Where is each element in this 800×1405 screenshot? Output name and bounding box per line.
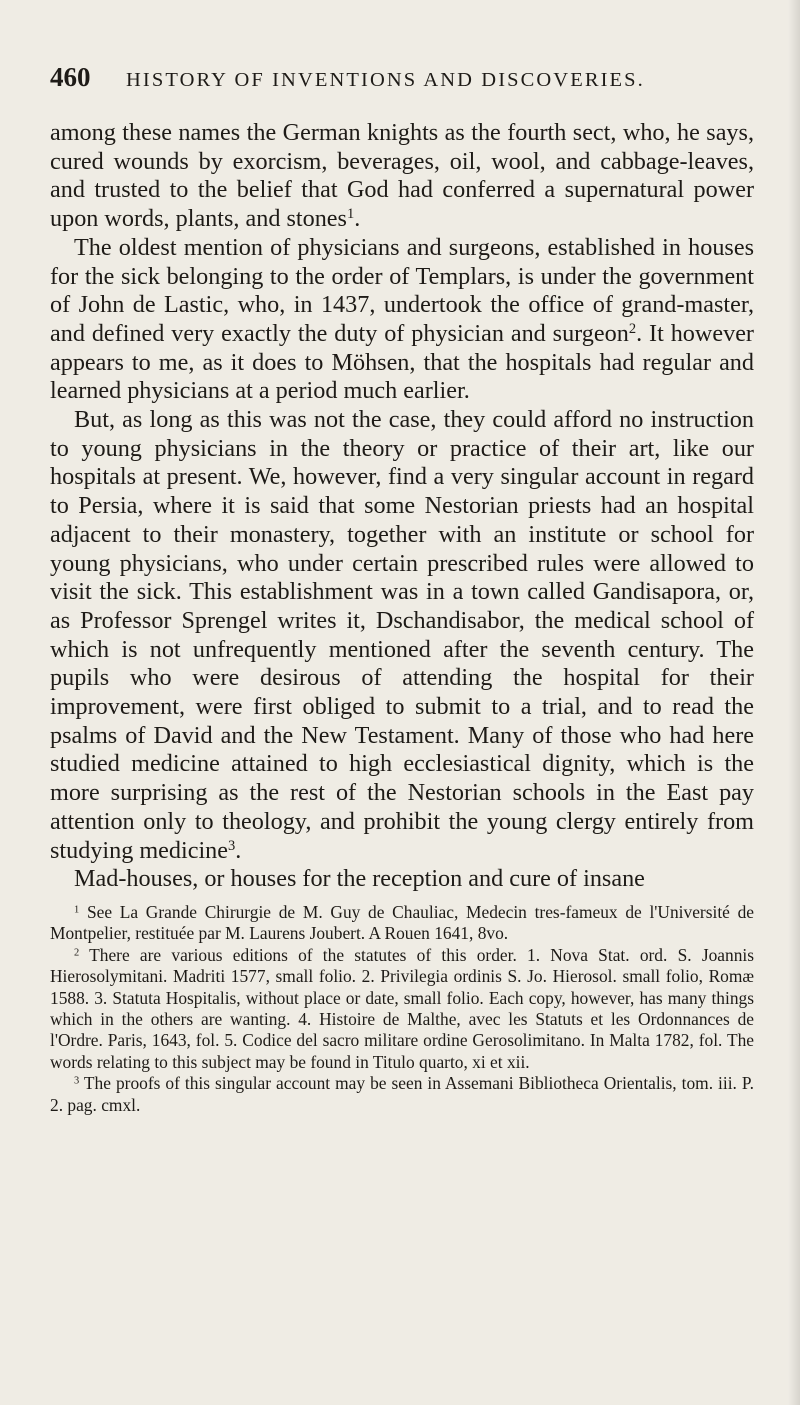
footnote-2 — [50, 945, 754, 1073]
footnote-marker-3: 3 — [74, 1075, 80, 1087]
paragraph-1-end: . — [354, 205, 361, 233]
footnote-ref-1: 1 — [346, 206, 355, 223]
footnote-marker-2: 2 — [74, 947, 80, 959]
paragraph-4 — [50, 865, 754, 894]
paragraph-3-end: . — [235, 836, 242, 864]
paragraph-3-text: But, as long as this was not the case, they could afford no instruction to young physicians in the theory or practice of their art, like our hospitals at present. We, however, find a very singular account in regard to Persia, where it is said that some Nestorian priests had an hospital adjacent to their monastery, together with an institute or school for young physicians, who under certain prescribed rules were allowed to visit the sick. This establishment was in a town called Gandisapora, or, as Professor Sprengel writes it, Dschandisabor, the medical school of which is not unfrequently mentioned after the seventh century. The pupils who were desirous of attending the hospital for their improvement, were first obliged to submit to a trial, and to read the psalms of David and the New Testament. Many of those who had here studied medicine attained to high ecclesiastical dignity, which is the more surprising as the rest of the Nestorian schools in the East pay attention only to theology, and prohibit the young clergy entirely from studying medicine — [50, 406, 754, 864]
paragraph-3 — [50, 406, 754, 865]
footnote-1-text: See La Grande Chirurgie de M. Guy de Chauliac, Medecin tres-fameux de l'Université de Montpelier, restituée par M. Laurens Joubert. A Rouen 1641, 8vo. — [50, 901, 754, 944]
body-text — [50, 119, 754, 894]
footnote-marker-1: 1 — [74, 904, 80, 916]
footnote-ref-2: 2 — [628, 320, 637, 337]
footnote-3 — [50, 1073, 754, 1116]
paragraph-1-text: among these names the German knights as the fourth sect, who, he says, cured wounds by exorcism, beverages, oil, wool, and cabbage-leaves, and trusted to the belief that God had conferred a supernatural power upon words, plants, and stones — [50, 119, 754, 233]
paragraph-2-text-b: . It however appears to me, as it does to Möhsen, that the hospitals had regular and learned physicians at a period much earlier. — [50, 319, 754, 405]
footnote-ref-3: 3 — [228, 837, 236, 854]
running-title: HISTORY OF INVENTIONS AND DISCOVERIES. — [126, 69, 645, 91]
paragraph-4-text: Mad-houses, or houses for the reception and cure of insane — [74, 865, 645, 893]
footnote-3-text: The proofs of this singular account may be seen in Assemani Bibliotheca Orientalis, tom. iii. P. 2. pag. cmxl. — [50, 1073, 754, 1115]
page-number: 460 — [50, 62, 91, 92]
page-edge-shadow — [788, 0, 800, 1405]
footnote-2-text: There are various editions of the statutes of this order. 1. Nova Stat. ord. S. Joannis Hierosolymitani. Madriti 1577, small folio. 2. Privilegia ordinis S. Jo. Hierosol. small folio, Romæ 1588. 3. Statuta Hospitalis, without place or date, small folio. Each copy, however, has many things which in the others are wanting. 4. Histoire de Malthe, avec les Statuts et les Ordonnances de l'Ordre. Paris, 1643, fol. 5. Codice del sacro militare ordine Gerosolimitano. In Malta 1782, fol. The words relating to this subject may be found in Titulo quarto, xi et xii. — [50, 944, 754, 1072]
footnote-1 — [50, 902, 754, 945]
paragraph-1 — [50, 119, 754, 234]
running-head — [50, 62, 754, 93]
paragraph-2-text-a: The oldest mention of physicians and surgeons, established in houses for the sick belonging to the order of Templars, is under the government of John de Lastic, who, in 1437, undertook the office of grand-master, and defined very exactly the duty of physician and surgeon — [50, 233, 754, 347]
footnotes — [50, 902, 754, 1116]
paragraph-2 — [50, 234, 754, 406]
